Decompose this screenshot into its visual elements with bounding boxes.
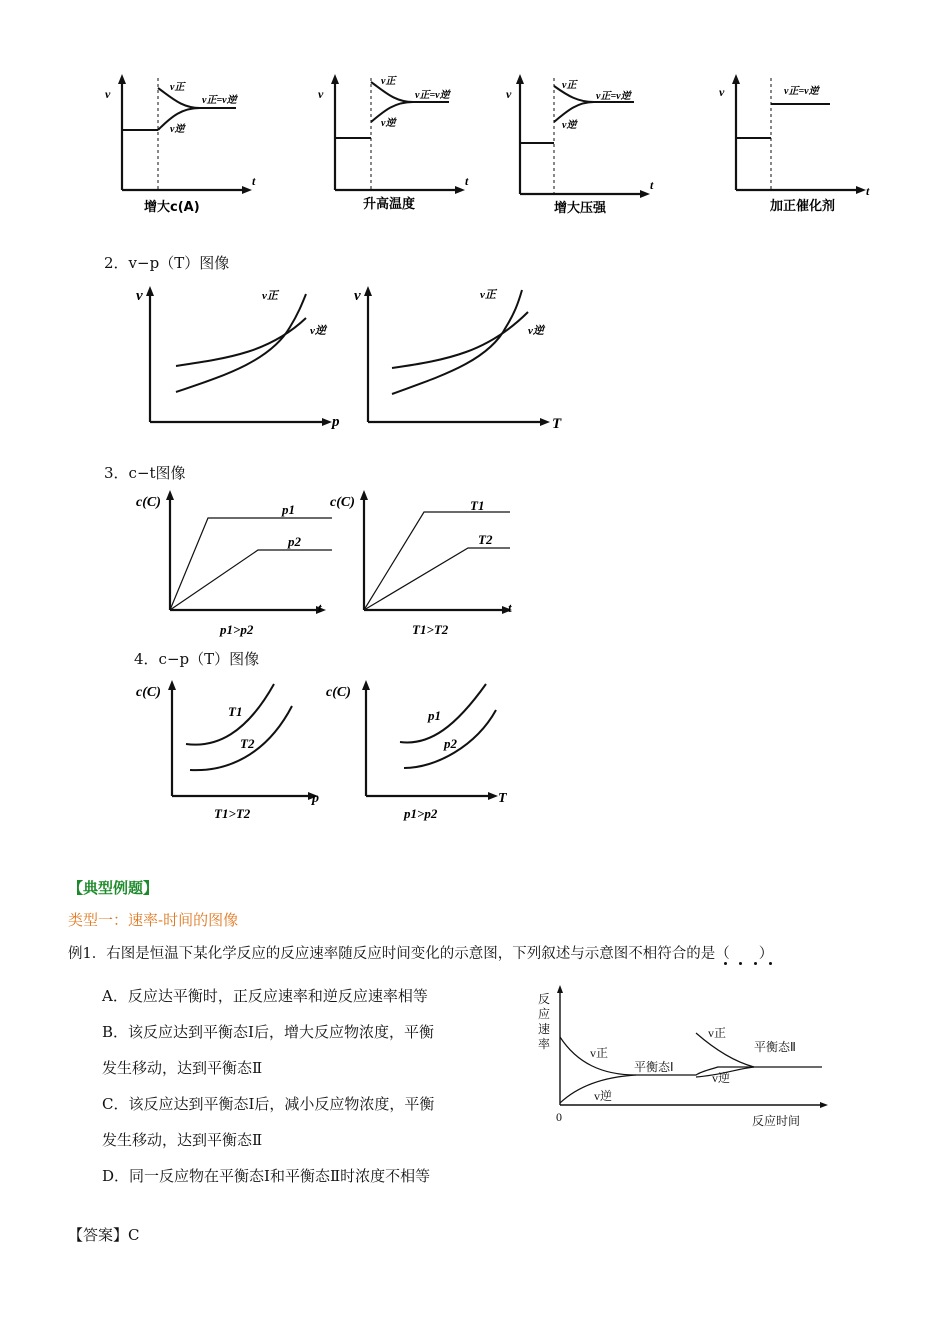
section-3-title: 3．c−t图像 <box>104 464 186 482</box>
v-zheng-label-2: v正 <box>708 1026 727 1040</box>
answer: 【答案】C <box>68 1226 140 1244</box>
v-ni-label: v逆 <box>310 325 326 337</box>
option-d: D．同一反应物在平衡态Ⅰ和平衡态Ⅱ时浓度不相等 <box>102 1167 431 1185</box>
T-axis-label: T <box>498 791 507 806</box>
vt-graph-increase-pressure <box>498 70 678 220</box>
v-zheng-label: v正 <box>170 82 185 93</box>
c-axis-label: c(C) <box>330 495 355 510</box>
type-title: 类型一：速率-时间的图像 <box>68 911 239 929</box>
v-zheng-label: v正 <box>480 289 496 301</box>
v-ni-label-2: v逆 <box>712 1071 731 1085</box>
option-a: A．反应达平衡时，正反应速率和逆反应速率相等 <box>102 987 428 1005</box>
v-zheng-label: v正 <box>381 76 396 87</box>
v-zheng-label: v正 <box>590 1046 609 1060</box>
graph-caption: 增大压强 <box>554 201 607 216</box>
v-T-graph <box>348 282 578 432</box>
option-c-line1: C．该反应达到平衡态Ⅰ后，减小反应物浓度，平衡 <box>102 1095 435 1113</box>
c-axis-label: c(C) <box>136 495 161 510</box>
graph-caption: 升高温度 <box>363 197 416 212</box>
emphasis-dots <box>722 962 782 966</box>
v-axis-label: v <box>136 288 143 304</box>
graph-caption: T1>T2 <box>412 622 449 637</box>
y-label-char: 应 <box>538 1007 551 1021</box>
v-ni-label: v逆 <box>170 124 185 135</box>
c-axis-label: c(C) <box>136 685 161 700</box>
v-zheng-label: v正 <box>562 80 577 91</box>
T1-label: T1 <box>228 704 243 719</box>
p2-label: p2 <box>444 736 457 751</box>
t-axis-label: t <box>650 178 654 192</box>
c-t-graph-pressure <box>136 488 336 644</box>
v-axis-label: v <box>719 85 725 99</box>
c-t-graph-temperature <box>330 488 530 644</box>
v-equal-label: v正=v逆 <box>596 91 631 102</box>
section-2-title: 2．v−p（T）图像 <box>104 254 230 272</box>
T2-label: T2 <box>478 532 493 547</box>
p1-label: p1 <box>282 502 295 517</box>
p-axis-label: p <box>332 414 340 430</box>
t-axis-label: t <box>866 184 870 198</box>
v-ni-label: v逆 <box>594 1089 613 1103</box>
t-axis-label: t <box>465 174 469 188</box>
c-p-graph <box>136 676 336 826</box>
option-b-line1: B．该反应达到平衡态Ⅰ后，增大反应物浓度，平衡 <box>102 1023 434 1041</box>
c-T-graph <box>326 676 526 826</box>
vt-graph-increase-concentration <box>100 70 280 220</box>
p-axis-label: p <box>312 791 319 806</box>
graph-caption: 增大c(A) <box>144 200 200 215</box>
p2-label: p2 <box>288 534 301 549</box>
option-b-line2: 发生移动，达到平衡态Ⅱ <box>102 1059 263 1077</box>
v-equal-label: v正=v逆 <box>202 95 237 106</box>
question-text: 例1．右图是恒温下某化学反应的反应速率随反应时间变化的示意图，下列叙述与示意图不相符合的是（ ） <box>68 946 774 962</box>
v-axis-label: v <box>318 87 324 101</box>
graph-caption: p1>p2 <box>220 622 254 637</box>
v-ni-label: v逆 <box>562 120 577 131</box>
origin-label: 0 <box>556 1110 562 1124</box>
v-axis-label: v <box>354 288 361 304</box>
equilibrium-1-label: 平衡态Ⅰ <box>634 1060 674 1074</box>
y-label-char: 率 <box>538 1037 551 1051</box>
x-axis-label: 反应时间 <box>752 1114 801 1128</box>
t-axis-label: t <box>252 174 256 188</box>
rate-time-figure <box>532 985 832 1130</box>
graph-caption: T1>T2 <box>214 806 251 821</box>
v-p-graph <box>130 282 350 432</box>
y-label-char: 速 <box>538 1022 551 1036</box>
T1-label: T1 <box>470 498 485 513</box>
vt-graph-raise-temperature <box>313 70 493 220</box>
p1-label: p1 <box>428 708 441 723</box>
v-axis-label: v <box>105 87 111 101</box>
v-axis-label: v <box>506 87 512 101</box>
y-label-char: 反 <box>538 992 551 1006</box>
v-equal-label: v正=v逆 <box>784 86 819 97</box>
t-axis-label: t <box>508 600 512 615</box>
T2-label: T2 <box>240 736 255 751</box>
v-ni-label: v逆 <box>528 325 544 337</box>
equilibrium-2-label: 平衡态Ⅱ <box>754 1040 796 1054</box>
example-heading: 【典型例题】 <box>68 879 159 897</box>
graph-caption: p1>p2 <box>404 806 438 821</box>
v-ni-label: v逆 <box>381 118 396 129</box>
option-c-line2: 发生移动，达到平衡态Ⅱ <box>102 1131 263 1149</box>
T-axis-label: T <box>552 416 562 432</box>
section-4-title: 4．c−p（T）图像 <box>134 650 260 668</box>
v-zheng-label: v正 <box>262 290 278 302</box>
v-equal-label: v正=v逆 <box>415 90 450 101</box>
vt-graph-add-catalyst <box>714 70 894 220</box>
c-axis-label: c(C) <box>326 685 351 700</box>
t-axis-label: t <box>318 600 322 615</box>
graph-caption: 加正催化剂 <box>770 199 836 214</box>
